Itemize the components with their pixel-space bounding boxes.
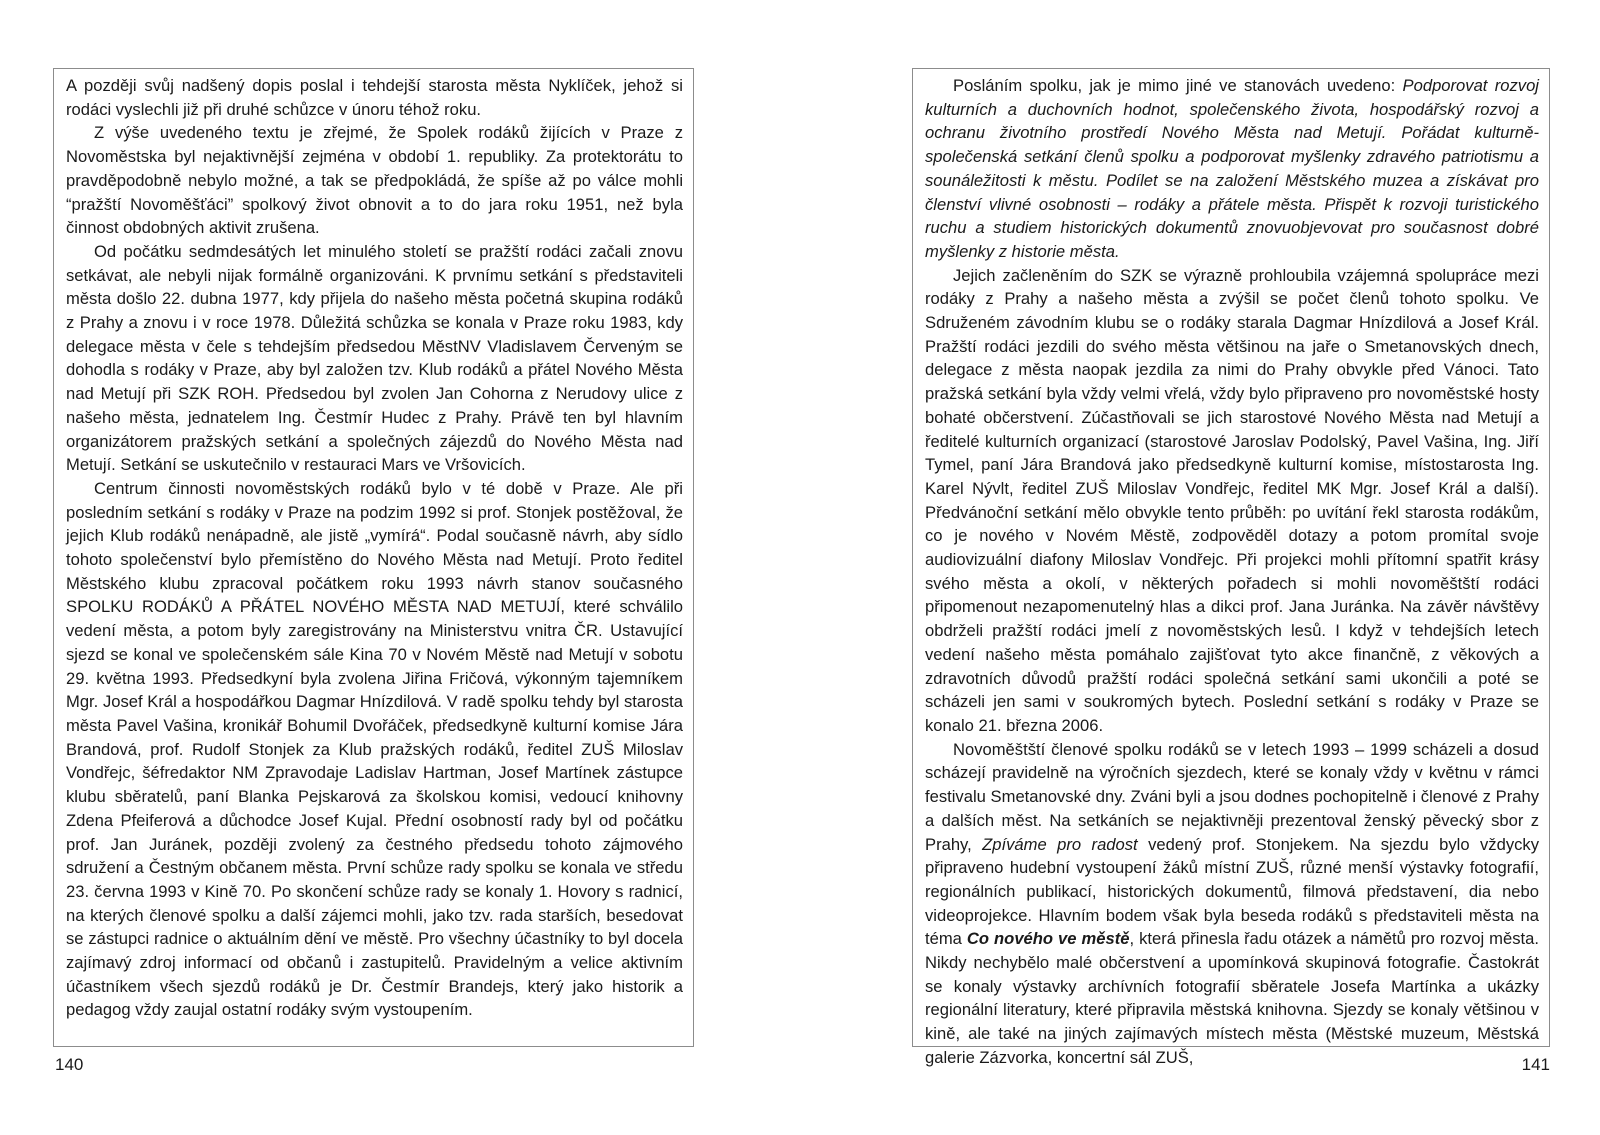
left-page-frame bbox=[53, 68, 694, 1047]
page-number-right: 141 bbox=[1521, 1055, 1550, 1074]
right-paragraph-3-part3: , která přinesla řadu otázek a námětů pro rozvoj města. Nikdy nechybělo malé občerstvení a upomínková skupinová fotografie. Častokrát se konaly výstavky archívních fotografií sběratele Josefa Martínka a ukázky regionální literatury, které připravila městská knihovna. Sjezdy se konaly většinou v kině, ale také na jiných zajímavých místech města (Městské muzeum, Městská galerie Zázvorka, koncertní sál ZUŠ, bbox=[925, 929, 1539, 1067]
right-paragraph-3-bold-italic: Co nového ve městě bbox=[966, 929, 1130, 949]
right-paragraph-3-italic: Zpíváme pro radost bbox=[982, 834, 1138, 854]
right-paragraph-1-italic: Podporovat rozvoj kulturních a duchovních hodnot, společenského života, hospodářský rozvoj a ochranu životního prostředí Nového Města nad Metují. Pořádat kulturně-společenská setkání členů spolku a podporovat myšlenky zdravého patriotismu a sounáležitosti k městu. Podílet se na založení Městského muzea a získávat pro členství vlivné osobnosti – rodáky a přátele města. Přispět k rozvoji turistického ruchu a studiem historických dokumentů znovuobjevovat pro současnost dobré myšlenky z historie města. bbox=[925, 76, 1539, 261]
left-paragraph-4: Centrum činnosti novoměstských rodáků bylo v té době v Praze. Ale při posledním setkání s rodáky v Praze na podzim 1992 si prof. Stonjek postěžoval, že jejich Klub rodáků nenápadně, ale jistě „vymírá“. Podal současně návrh, aby sídlo tohoto společenství bylo přemístěno do Nového Města nad Metují. Proto ředitel Městského klubu zpracoval počátkem roku 1993 návrh stanov současného SPOLKU RODÁKŮ A PŘÁTEL NOVÉHO MĚSTA NAD METUJÍ, které schválilo vedení města, a potom byly zaregistrovány na Ministerstvu vnitra ČR. Ustavující sjezd se konal ve společenském sále Kina 70 v Novém Městě nad Metují v sobotu 29. května 1993. Předsedkyní byla zvolena Jiřina Fričová, výkonným tajemníkem Mgr. Josef Král a hospodářkou Dagmar Hnízdilová. V radě spolku tehdy byl starosta města Pavel Vašina, kronikář Bohumil Dvořáček, předsedkyně kulturní komise Jára Brandová, prof. Rudolf Stonjek za Klub pražských rodáků, ředitel ZUŠ Miloslav Vondřejc, šéfredaktor NM Zpravodaje Ladislav Hartman, Josef Martínek zástupce klubu sběratelů, paní Blanka Pejskarová za školskou komisi, vedoucí knihovny Zdena Pfeiferová a důchodce Josef Kujal. Přední osobností rady byl od počátku prof. Jan Juránek, později zvolený za čestného předsedu tohoto zájmového sdružení a Čestným občanem města. První schůze rady spolku se konala ve středu 23. června 1993 v Kině 70. Po skončení schůze rady se konaly 1. Hovory s radnicí, na kterých členové spolku a další zájemci mohli, jako tzv. rada starších, besedovat se zástupci radnice o aktuálním dění ve městě. Pro všechny účastníky to byl docela zajímavý zdroj informací od občanů i zastupitelů. Pravidelným a velice aktivním účastníkem všech sjezdů rodáků je Dr. Čestmír Brandejs, který jako historik a pedagog vždy zaujal ostatní rodáky svým vystoupením. bbox=[66, 478, 683, 1020]
left-paragraph-1: A později svůj nadšený dopis poslal i tehdejší starosta města Nyklíček, jehož si rodáci vyslechli již při druhé schůzce v únoru téhož roku. bbox=[66, 76, 683, 119]
right-paragraph-2: Jejich začleněním do SZK se výrazně prohloubila vzájemná spolupráce mezi rodáky z Prahy a našeho města a zvýšil se počet členů tohoto spolku. Ve Sdruženém závodním klubu se o rodáky starala Dagmar Hnízdilová a Josef Král. Pražští rodáci jezdili do svého města většinou na jaře o Smetanovských dnech, delegace z města naopak jezdila za nimi do Prahy obvykle před Vánoci. Tato pražská setkání byla vždy velmi vřelá, vždy bylo připraveno pro novoměstské hosty bohaté občerstvení. Zúčastňovali se jich starostové Nového Města nad Metují a ředitelé kulturních organizací (starostové Jaroslav Podolský, Pavel Vašina, Ing. Jiří Tymel, paní Jára Brandová jako předsedkyně kulturní komise, místostarosta Ing. Karel Nývlt, ředitel ZUŠ Miloslav Vondřejc, ředitel MK Mgr. Josef Král a další). Předvánoční setkání mělo obvykle tento průběh: po uvítání řekl starosta rodákům, co je nového v Novém Městě, zodpověděl dotazy a potom promítal svoje audiovizuální diafony Miloslav Vondřejc. Při projekci mohli přítomní spatřit krásy svého města a okolí, v některých pořadech si mohli novoměštští rodáci připomenout nezapomenutelný hlas a dikci prof. Jana Juránka. Na závěr návštěvy obdrželi pražští rodáci jmelí z novoměstských lesů. I když v tehdejších letech vedení našeho města pomáhalo zajišťovat tyto akce finančně, z věkových a zdravotních důvodů pražští rodáci společná setkání sami ukončili a poté se scházeli jen sami v soukromých bytech. Poslední setkání s rodáky v Praze se konalo 21. března 2006. bbox=[925, 265, 1539, 735]
right-paragraph-1-lead: Posláním spolku, jak je mimo jiné ve stanovách uvedeno: bbox=[953, 76, 1403, 95]
right-paragraph-1 bbox=[925, 74, 1539, 264]
right-paragraph-3 bbox=[925, 738, 1539, 1070]
page-number-left: 140 bbox=[55, 1055, 84, 1074]
right-paragraph-3-part2: vedený prof. Stonjekem. Na sjezdu bylo vždycky připraveno hudební vystoupení žáků místní ZUŠ, různé menší výstavky fotografií, regionálních publikací, historických dokumentů, filmová představení, dia nebo videoprojekce. Hlavním bodem však byla beseda rodáků s představiteli města na téma bbox=[925, 834, 1540, 949]
left-paragraph-2: Z výše uvedeného textu je zřejmé, že Spolek rodáků žijících v Praze z Novoměstska byl nejaktivnější zejména v období 1. republiky. Za protektorátu to pravděpodobně nebylo možné, a tak se předpokládá, že spíše až po válce mohli “pražští Novoměšťáci” spolkový život obnovit a to do jara roku 1951, než byla činnost obdobných aktivit zrušena. bbox=[66, 123, 683, 238]
right-paragraph-3-part1: Novoměštští členové spolku rodáků se v letech 1993 – 1999 scházeli a dosud scházejí pravidelně na výročních sjezdech, které se konaly vždy v květnu v rámci festivalu Smetanovské dny. Zváni byli a jsou dodnes pochopitelně i členové z Prahy a dalších měst. Na setkáních se nejaktivněji prezentoval ženský pěvecký sbor z Prahy, bbox=[925, 739, 1539, 854]
left-paragraph-3: Od počátku sedmdesátých let minulého století se pražští rodáci začali znovu setkávat, ale nebyli nijak formálně organizováni. K prvnímu setkání s představiteli města došlo 22. dubna 1977, kdy přijela do našeho města početná skupina rodáků z Prahy a znovu i v roce 1978. Důležitá schůzka se konala v Praze roku 1983, kdy delegace města v čele s tehdejším předsedou MěstNV Vladislavem Červeným se dohodla s rodáky v Praze, aby byl založen tzv. Klub rodáků a přátel Nového Města nad Metují při SZK ROH. Předsedou byl zvolen Jan Cohorna z Nerudovy ulice z našeho města, jednatelem Ing. Čestmír Hudec z Prahy. Právě ten byl hlavním organizátorem pražských setkání a společných zájezdů do Nového Města nad Metují. Setkání se uskutečnilo v restauraci Mars ve Vršovicích. bbox=[66, 241, 683, 475]
